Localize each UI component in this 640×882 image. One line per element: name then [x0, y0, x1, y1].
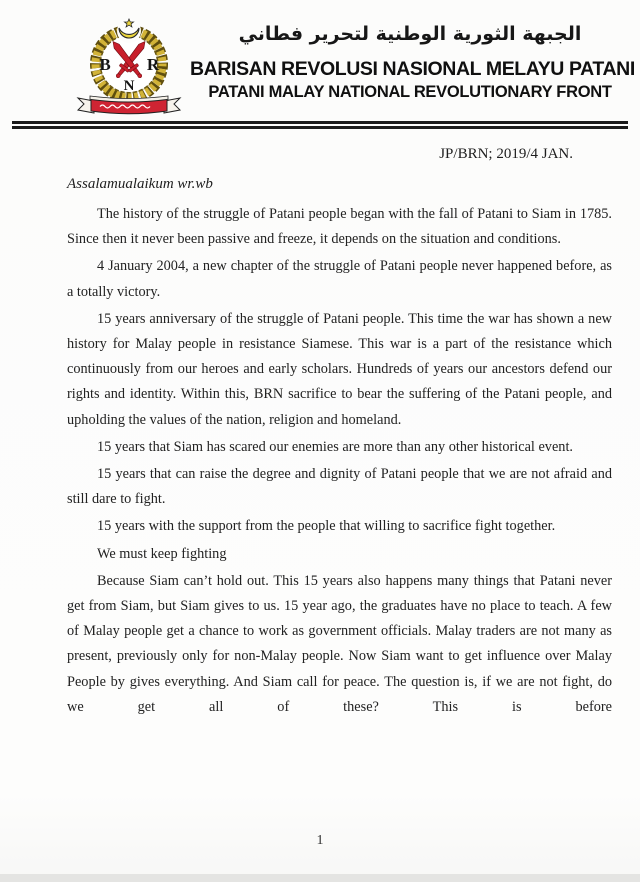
arabic-title: الجبهة الثورية الوطنية لتحرير فطاني: [238, 23, 582, 45]
scan-edge: [0, 874, 640, 882]
paragraph-new-chapter: 4 January 2004, a new chapter of the struggle of Patani people never happened before, as a totally victory.: [67, 258, 612, 300]
reference-line: JP/BRN; 2019/4 JAN.: [439, 146, 573, 162]
brn-emblem-logo: [74, 12, 184, 118]
org-name-english: PATANI MALAY NATIONAL REVOLUTIONARY FRONT: [208, 82, 612, 101]
emblem-letter-b: B: [99, 55, 111, 74]
paragraph-keep-fighting: We must keep fighting: [97, 545, 227, 562]
ribbon-banner-icon: [78, 96, 180, 114]
emblem-letter-n: N: [123, 78, 135, 94]
page-number: 1: [316, 833, 324, 848]
brn-emblem-icon: [74, 12, 184, 118]
paragraph-dignity: 15 years that can raise the degree and dignity of Patani people that we are not afraid and still dare to fight.: [67, 466, 612, 508]
org-name-malay: BARISAN REVOLUSI NASIONAL MELAYU PATANI: [190, 57, 635, 80]
letterhead: [190, 20, 635, 102]
paragraph-support: 15 years with the support from the people that willing to sacrifice fight together.: [97, 518, 556, 535]
paragraph-anniversary: 15 years anniversary of the struggle of Patani people. This time the war has shown a new history for Malay people in resistance Siamese. This war is a part of the resistance which continuously from our heroes and early scholars. Hundreds of years our ancestors defend our rights and identity. Within this, BRN sacrifice to bear the suffering of the Patani people, and upholding the values of the nation, religion and homeland.: [67, 310, 612, 428]
paragraph-history: The history of the struggle of Patani people began with the fall of Patani to Siam in 1785. Since then it never been passive and freeze, it depends on the situation and conditions.: [67, 206, 612, 248]
salutation: Assalamualaikum wr.wb: [67, 176, 213, 192]
letter-body: [67, 202, 612, 722]
crescent-star-icon: [117, 19, 141, 43]
header-divider-rule: [12, 121, 628, 129]
emblem-letter-r: R: [146, 55, 160, 74]
paragraph-scared-enemies: 15 years that Siam has scared our enemies are more than any other historical event.: [97, 438, 573, 455]
paragraph-because-siam: Because Siam can’t hold out. This 15 years also happens many things that Patani never get from Siam, but Siam gives to us. 15 year ago, the graduates have no place to teach. A few of Malay people get a chance to work as government officials. Malay traders are not many as present, previously only for non-Malay people. Now Siam want to get influence over Malay People by gives everything. And Siam call for peace. The question is, if we are not fight, do we get all of these? This is before: [67, 572, 612, 715]
